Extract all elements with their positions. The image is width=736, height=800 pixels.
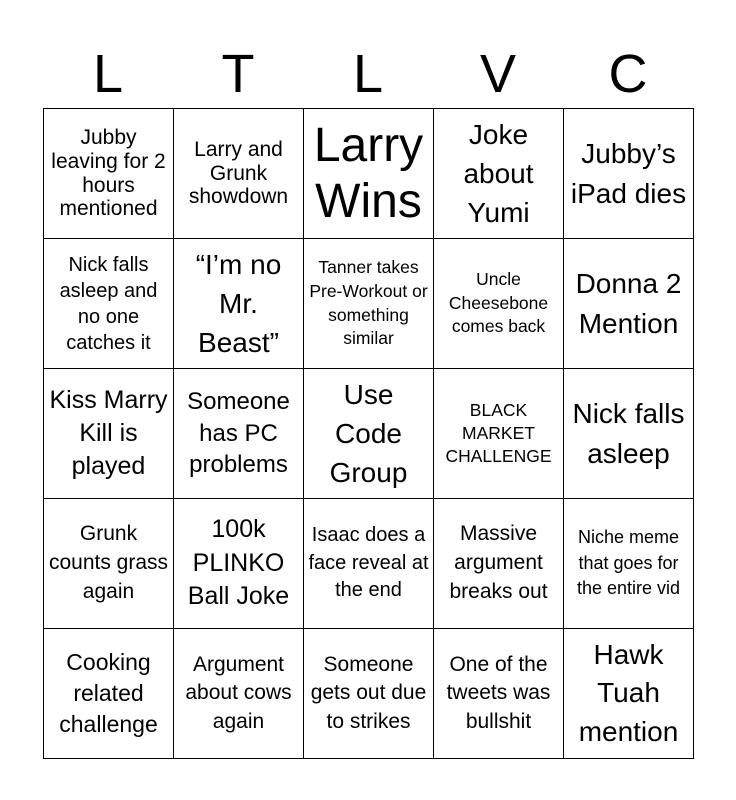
bingo-cell-text: Uncle Cheesebone comes back <box>448 269 549 337</box>
bingo-cell-text: Jubby’s iPad dies <box>570 138 687 209</box>
bingo-grid <box>43 108 694 759</box>
bingo-cell[interactable] <box>434 629 564 759</box>
bingo-row <box>44 369 694 499</box>
bingo-cell[interactable] <box>304 109 434 239</box>
bingo-cell-text: Joke about Yumi <box>463 118 534 229</box>
bingo-cell-text: Niche meme that goes for the entire vid <box>576 527 681 599</box>
header-letter-4: V <box>479 44 517 104</box>
bingo-cell[interactable] <box>434 109 564 239</box>
bingo-cell-text: Nick falls asleep and no one catches it <box>59 253 158 354</box>
bingo-cell[interactable] <box>44 369 174 499</box>
bingo-cell[interactable] <box>564 369 694 499</box>
bingo-cell[interactable] <box>304 239 434 369</box>
bingo-cell[interactable] <box>174 629 304 759</box>
header-letter-1: L <box>92 44 124 104</box>
bingo-cell[interactable] <box>434 239 564 369</box>
bingo-cell[interactable] <box>564 109 694 239</box>
bingo-cell[interactable] <box>304 369 434 499</box>
bingo-cell-text: Cooking related challenge <box>59 648 158 738</box>
bingo-cell-text: Massive argument breaks out <box>449 522 548 603</box>
bingo-cell[interactable] <box>44 499 174 629</box>
bingo-cell[interactable] <box>434 499 564 629</box>
bingo-cell[interactable] <box>564 629 694 759</box>
bingo-cell-text: Kiss Marry Kill is played <box>49 386 168 480</box>
bingo-cell-text: Use Code Group <box>329 378 408 489</box>
bingo-row <box>44 629 694 759</box>
bingo-cell-text: Larry and Grunk showdown <box>188 137 289 209</box>
bingo-cell[interactable] <box>564 499 694 629</box>
bingo-row <box>44 109 694 239</box>
bingo-cell-text: “I’m no Mr. Beast” <box>195 248 282 359</box>
bingo-cell-text: Someone gets out due to strikes <box>310 652 427 733</box>
bingo-cell[interactable] <box>304 629 434 759</box>
bingo-cell-text: Grunk counts grass again <box>48 522 169 603</box>
bingo-cell[interactable] <box>174 499 304 629</box>
bingo-cell[interactable] <box>174 109 304 239</box>
bingo-row <box>44 239 694 369</box>
bingo-cell[interactable] <box>44 629 174 759</box>
bingo-cell-text: Isaac does a face reveal at the end <box>308 524 429 602</box>
bingo-header <box>43 40 693 108</box>
header-letter-5: C <box>608 44 648 104</box>
bingo-cell-text: BLACK MARKET CHALLENGE <box>445 400 552 466</box>
header-letter-2: T <box>221 44 255 104</box>
bingo-cell[interactable] <box>434 369 564 499</box>
bingo-cell-text: Argument about cows again <box>185 652 292 733</box>
bingo-cell-text: One of the tweets was bullshit <box>446 652 551 733</box>
bingo-cell-text: Nick falls asleep <box>572 398 685 469</box>
bingo-cell-text: Tanner takes Pre-Workout or something similar <box>309 257 428 349</box>
bingo-cell[interactable] <box>44 109 174 239</box>
bingo-cell-text: Hawk Tuah mention <box>578 638 679 747</box>
bingo-cell[interactable] <box>174 239 304 369</box>
bingo-cell-text: Donna 2 Mention <box>575 268 682 339</box>
bingo-cell-text: Someone has PC problems <box>187 387 290 479</box>
bingo-cell-text: Jubby leaving for 2 hours mentioned <box>51 126 166 221</box>
bingo-cell[interactable] <box>174 369 304 499</box>
bingo-cell[interactable] <box>564 239 694 369</box>
bingo-cell-text: 100k PLINKO Ball Joke <box>187 514 290 611</box>
bingo-cell[interactable] <box>44 239 174 369</box>
bingo-cell-text: Larry Wins <box>313 119 424 228</box>
header-letter-3: L <box>352 44 384 104</box>
bingo-cell[interactable] <box>304 499 434 629</box>
bingo-row <box>44 499 694 629</box>
